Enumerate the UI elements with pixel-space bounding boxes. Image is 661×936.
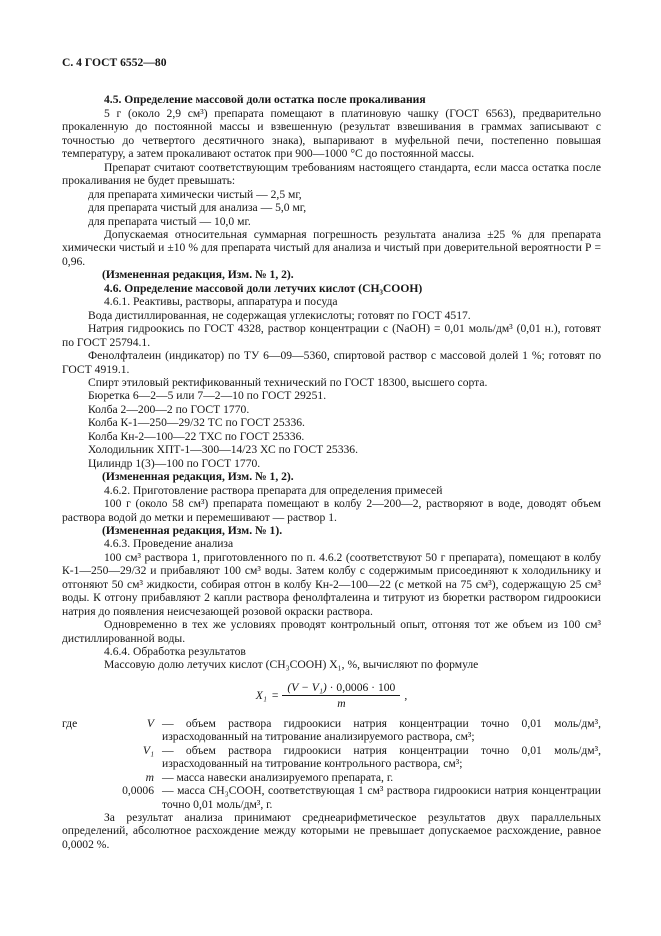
- equipment-item: Колба 2—200—2 по ГОСТ 1770.: [88, 402, 250, 416]
- definition-description: — масса навески анализируемого препарата, г.: [162, 770, 394, 784]
- section-heading-4-5: 4.5. Определение массовой доли остатка после прокаливания: [104, 93, 426, 107]
- list-item: для препарата чистый для анализа — 5,0 мг,: [88, 201, 307, 215]
- definition-term: 0,0006: [122, 784, 154, 798]
- formula-fraction: [282, 681, 400, 711]
- paragraph: Препарат считают соответствующим требованиям настоящего стандарта, если масса остатка после прокаливания не будет превышать:: [62, 160, 601, 188]
- reagent-paragraph: Фенолфталеин (индикатор) по ТУ 6—09—5360, спиртовой раствор с массовой долей 1 %; готовят по ГОСТ 4919.1.: [62, 349, 601, 376]
- equipment-item: Бюретка 6—2—5 или 7—2—10 по ГОСТ 29251.: [88, 389, 327, 403]
- paragraph: За результат анализа принимают среднеарифметическое результатов двух параллельных определений, абсолютное расхождение между которыми не превышает допускаемое расхождение, равное 0,0002 %.: [62, 811, 601, 851]
- paragraph: Массовую долю летучих кислот (CH₃COOH) X₁, %, вычисляют по формуле: [104, 658, 479, 672]
- paragraph: 5 г (около 2,9 см³) препарата помещают в платиновую чашку (ГОСТ 6563), предварительно прокаленную до постоянной массы и взвешенную (результат взвешивания в граммах записывают с точностью до четвертого десятичного знака), выпаривают в муфельной печи, постепенно повышая температуру, а затем прокаливают остаток при 900—1000 °С до постоянной массы.: [62, 106, 601, 161]
- reagent-paragraph: Спирт этиловый ректификованный технический по ГОСТ 18300, высшего сорта.: [88, 375, 488, 389]
- definition-term: где V: [62, 716, 154, 730]
- list-item: для препарата чистый — 10,0 мг.: [88, 214, 251, 228]
- formula-equals: =: [271, 689, 279, 703]
- amendment-note: (Измененная редакция, Изм. № 1, 2).: [102, 470, 294, 484]
- definition-description: — объем раствора гидроокиси натрия концентрации точно 0,01 моль/дм³, израсходованный на титрование анализируемого раствора, см³;: [162, 716, 601, 744]
- equipment-item: Колба Кн-2—100—22 ТХС по ГОСТ 25336.: [88, 429, 305, 443]
- paragraph: 100 см³ раствора 1, приготовленного по п. 4.6.2 (соответствуют 50 г препарата), помещают в колбу К-1—250—29/32 и прибавляют 100 см³ воды. Затем колбу с содержимым присоединяют к холодильнику и отгоняют 50 см³ жидкости, собирая отгон в колбу Кн-2—100—22 (с меткой на 75 см³), содержащую 25 см³ воды. К отгону прибавляют 2 капли раствора фенолфталеина и титруют из бюретки раствором гидроокиси натрия до появления неисчезающей розовой окраски раствора.: [62, 550, 601, 618]
- formula-comma: ,: [404, 689, 408, 703]
- subsection-heading-4-6-4: 4.6.4. Обработка результатов: [104, 645, 246, 659]
- section-heading-4-6: 4.6. Определение массовой доли летучих кислот (CH₃COOH): [104, 281, 423, 295]
- equipment-item: Цилиндр 1(3)—100 по ГОСТ 1770.: [88, 456, 261, 470]
- formula-denominator: m: [282, 695, 400, 710]
- paragraph: 100 г (около 58 см³) препарата помещают в колбу 2—200—2, растворяют в воде, доводят объем раствора водой до метки и перемешивают — раствор 1.: [62, 497, 601, 524]
- reagent-paragraph: Вода дистиллированная, не содержащая углекислоты; готовят по ГОСТ 4517.: [88, 308, 471, 322]
- amendment-note: (Измененная редакция, Изм. № 1).: [102, 523, 283, 537]
- definition-term: m: [145, 770, 154, 784]
- page-header: С. 4 ГОСТ 6552—80: [62, 56, 167, 69]
- subsection-heading-4-6-2: 4.6.2. Приготовление раствора препарата для определения примесей: [104, 483, 443, 497]
- definition-description: — объем раствора гидроокиси натрия концентрации точно 0,01 моль/дм³, израсходованный на титрование контрольного раствора, см³;: [162, 743, 601, 771]
- definition-row: [62, 771, 601, 784]
- definition-row: [62, 717, 601, 744]
- amendment-note: (Измененная редакция, Изм. № 1, 2).: [102, 268, 294, 282]
- formula: [62, 681, 601, 711]
- paragraph: Одновременно в тех же условиях проводят контрольный опыт, отгоняя тот же объем из 100 см³ дистиллированной воды.: [62, 618, 601, 645]
- subsection-heading-4-6-3: 4.6.3. Проведение анализа: [104, 537, 234, 551]
- list-item: для препарата химически чистый — 2,5 мг,: [88, 187, 302, 201]
- definition-description: — масса CH₃COOH, соответствующая 1 см³ раствора гидроокиси натрия концентрации точно 0,01 моль/дм³, г.: [162, 784, 601, 811]
- paragraph: Допускаемая относительная суммарная погрешность результата анализа ±25 % для препарата химически чистый и ±10 % для препарата чистый для анализа и чистый при доверительной вероятности Р = 0,96.: [62, 227, 601, 268]
- formula-numerator: (V − V₁) · 0,0006 · 100: [287, 680, 396, 694]
- equipment-item: Холодильник ХПТ-1—300—14/23 ХС по ГОСТ 25336.: [88, 443, 359, 457]
- formula-lhs: X₁: [255, 689, 267, 703]
- reagent-paragraph: Натрия гидроокись по ГОСТ 4328, раствор концентрации с (NaOH) = 0,01 моль/дм³ (0,01 н.), готовят по ГОСТ 25794.1.: [62, 322, 601, 349]
- subsection-heading-4-6-1: 4.6.1. Реактивы, растворы, аппаратура и посуда: [104, 295, 338, 309]
- definition-row: [62, 784, 601, 811]
- definition-row: [62, 744, 601, 771]
- definition-term: V₁: [142, 743, 154, 757]
- equipment-item: Колба К-1—250—29/32 ТС по ГОСТ 25336.: [88, 416, 305, 430]
